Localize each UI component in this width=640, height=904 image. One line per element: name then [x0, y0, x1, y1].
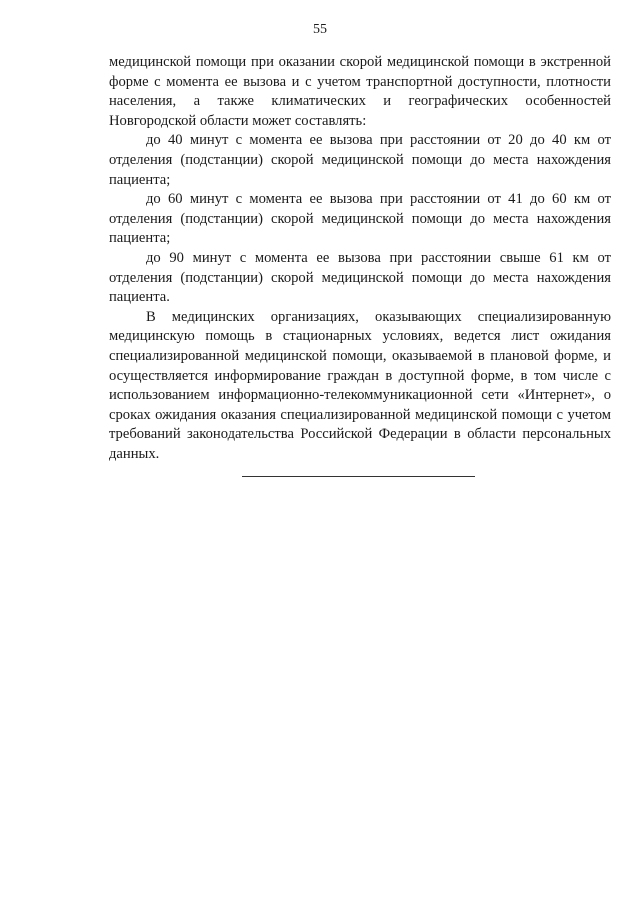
paragraph-40-minutes: до 40 минут с момента ее вызова при расстоянии от 20 до 40 км от отделения (подстанции) скорой медицинской помощи до места нахождения пациента; — [109, 132, 611, 188]
end-divider — [242, 476, 475, 477]
paragraph-60-minutes: до 60 минут с момента ее вызова при расстоянии от 41 до 60 км от отделения (подстанции) скорой медицинской помощи до места нахождения пациента; — [109, 191, 611, 247]
paragraph-90-minutes: до 90 минут с момента ее вызова при расстоянии свыше 61 км от отделения (подстанции) скорой медицинской помощи до места нахождения пациента. — [109, 249, 611, 306]
document-body — [109, 53, 611, 464]
paragraph-waiting-list: В медицинских организациях, оказывающих специализированную медицинскую помощь в стационарных условиях, ведется лист ожидания специализированной медицинской помощи, оказываемой в плановой форме, и осуществляется информирование граждан в доступной форме, в том числе с использованием информационно-телекоммуникационной сети «Интернет», о сроках ожидания оказания специализированной медицинской помощи с учетом требований законодательства Российской Федерации в области персональных данных. — [109, 308, 611, 462]
page-number: 55 — [313, 22, 327, 37]
paragraph-continuation: медицинской помощи при оказании скорой медицинской помощи в экстренной форме с момента ее вызова и с учетом транспортной доступности, плотности населения, а также климатических и географических особенностей Новгородской области может составлять: — [109, 54, 611, 129]
